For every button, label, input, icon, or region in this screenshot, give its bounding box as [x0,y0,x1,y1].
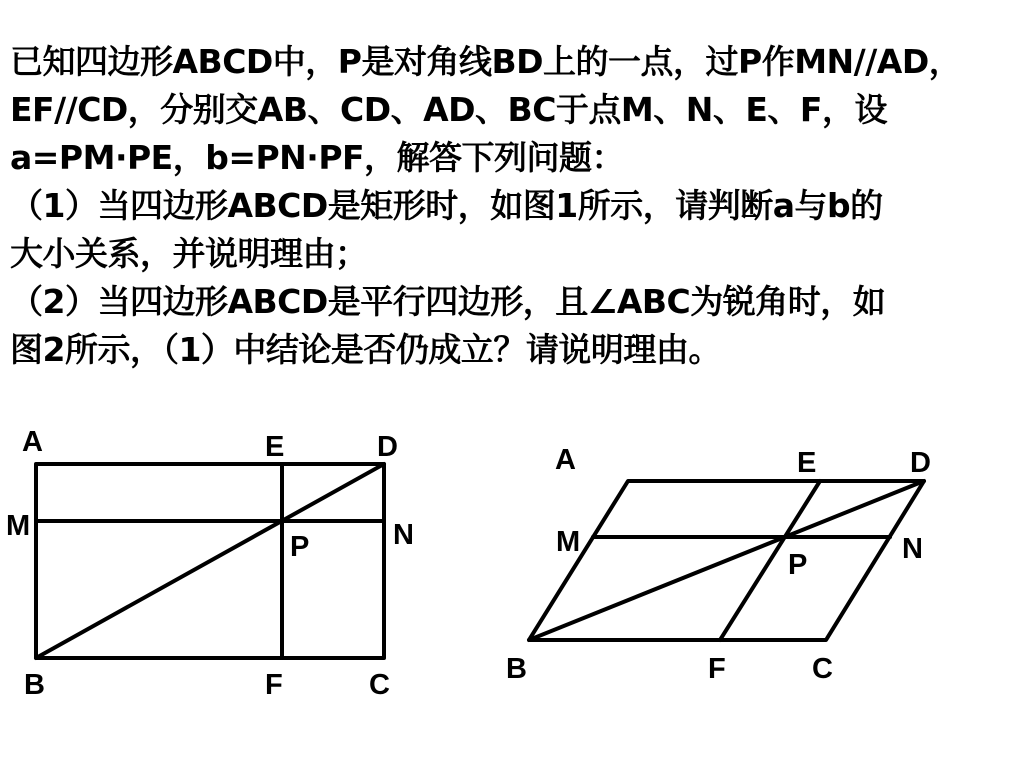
problem-line-1: 已知四边形ABCD中，P是对角线BD上的一点，过P作MN//AD， [10,42,962,81]
fig2-label-n: N [902,533,923,565]
problem-line-5: 大小关系，并说明理由； [10,234,368,273]
fig2-diagonal-bd [529,481,924,640]
fig2-label-a: A [555,444,576,476]
problem-line-6: （2）当四边形ABCD是平行四边形，且∠ABC为锐角时，如 [10,282,886,321]
fig1-label-c: C [369,669,390,701]
figure-1-rectangle [6,426,414,701]
problem-line-2: EF//CD，分别交AB、CD、AD、BC于点M、N、E、F，设 [10,90,887,129]
fig1-label-a: A [22,426,43,458]
problem-line-3: a=PM·PE，b=PN·PF，解答下列问题： [10,138,625,177]
fig1-label-n: N [393,519,414,551]
fig1-label-d: D [377,431,398,463]
fig2-label-p: P [788,549,808,581]
problem-line-4: （1）当四边形ABCD是矩形时，如图1所示，请判断a与b的 [10,186,883,225]
fig2-label-c: C [812,653,833,685]
fig1-label-f: F [265,669,283,701]
problem-line-7: 图2所示，（1）中结论是否仍成立？请说明理由。 [10,330,721,369]
fig1-label-p: P [290,531,310,563]
fig2-label-d: D [910,447,931,479]
fig2-label-f: F [708,653,726,685]
fig1-label-m: M [6,510,31,542]
fig1-diagonal-bd [36,464,384,658]
fig2-label-m: M [556,526,581,558]
fig1-label-b: B [24,669,45,701]
fig2-label-b: B [506,653,527,685]
fig1-label-e: E [265,431,285,463]
figure-2-parallelogram [506,444,931,685]
fig2-label-e: E [797,447,817,479]
